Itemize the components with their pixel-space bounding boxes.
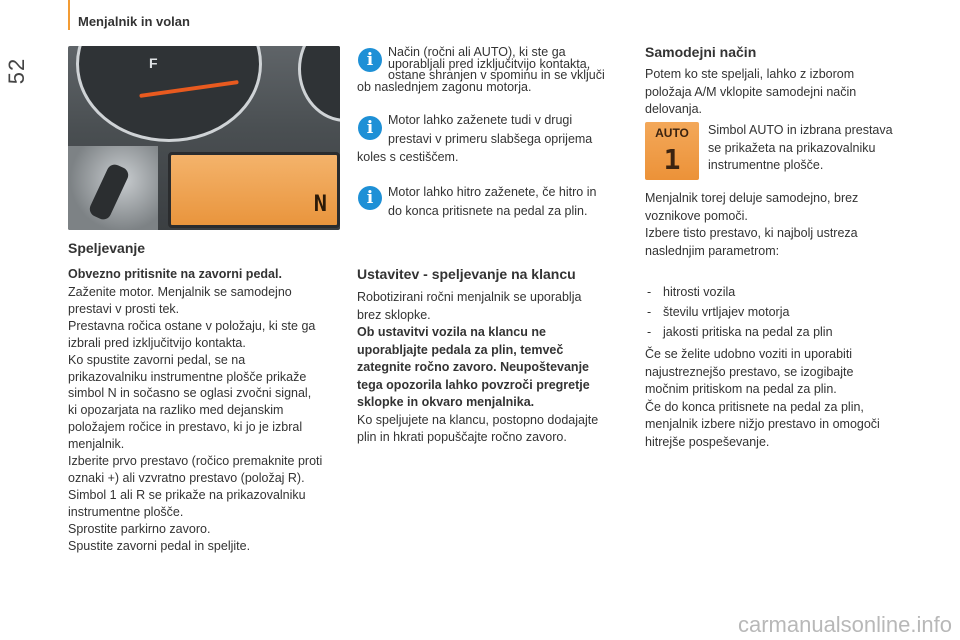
right-text-line: delovanja. (645, 102, 702, 116)
right-text-line: Menjalnik torej deluje samodejno, brez (645, 191, 859, 205)
warning-text-line: sklopke in okvaro menjalnika. (357, 395, 535, 409)
left-text-line: izbrali pred izključitvijo kontakta. (68, 335, 246, 350)
right-text-line: Potem ko ste speljali, lahko z izborom (645, 67, 855, 81)
right-text-line: hitrejše pospeševanje. (645, 434, 770, 449)
bullet-dash: - (647, 305, 652, 319)
left-text-line: simbol N in sočasno se oglasi zvočni signal, (68, 386, 312, 401)
bullet-dash: - (647, 325, 652, 339)
page-header-title: Menjalnik in volan (78, 14, 190, 29)
info-note-line: ob naslednjem zagonu motorja. (357, 79, 532, 94)
gauge-mark-f: F (149, 55, 158, 71)
gauge-needle (139, 80, 239, 98)
auto-symbol-box (645, 122, 699, 180)
heading-speljevanje: Speljevanje (68, 240, 146, 256)
bullet-item: številu vrtljajev motorja (663, 305, 790, 319)
warning-text-line: Ob ustavitvi vozila na klancu ne (357, 325, 546, 339)
middle-text-line: brez sklopke. (357, 307, 431, 322)
left-text-line: menjalnik. (68, 437, 125, 452)
page-number: 52 (4, 57, 30, 85)
heading-automatic-mode: Samodejni način (645, 44, 757, 60)
info-icon: i (358, 116, 382, 140)
right-text-line: instrumentne plošče. (708, 158, 824, 172)
right-text-line: Če do konca pritisnete na pedal za plin, (645, 399, 864, 414)
left-text-line: prestavi v prosti tek. (68, 301, 180, 316)
right-text-line: najustreznejšo prestavo, se izogibajte (645, 364, 854, 379)
bullet-item: hitrosti vozila (663, 285, 736, 299)
watermark: carmanualsonline.info (737, 612, 952, 637)
bullet-dash: - (647, 285, 652, 299)
right-text-line: Če se želite udobno voziti in uporabiti (645, 347, 853, 361)
fuel-gauge (76, 46, 262, 142)
left-text-line: Izberite prvo prestavo (ročico premaknite proti (68, 454, 323, 468)
left-text-line: Sprostite parkirno zavoro. (68, 521, 211, 536)
info-note-line: Motor lahko zaženete tudi v drugi (388, 113, 573, 127)
middle-text-line: Ko speljujete na klancu, postopno dodajajte (357, 412, 599, 427)
header-rule (68, 0, 70, 30)
right-text-line: menjalnik izbere nižjo prestavo in omogoči (645, 417, 880, 431)
auto-label: AUTO (655, 126, 689, 140)
bullet-item: jakosti pritiska na pedal za plin (663, 325, 833, 339)
auto-gear-digit: 1 (663, 143, 681, 176)
left-text-line: Ko spustite zavorni pedal, se na (68, 352, 246, 367)
info-note-line: ostane shranjen v spominu in se vključi (388, 68, 605, 82)
left-text-line: Prestavna ročica ostane v položaju, ki ste ga (68, 318, 316, 333)
middle-text-line: plin in hkrati popuščajte ročno zavoro. (357, 430, 567, 444)
left-text-line: prikazovalniku instrumentne plošče prikaže (68, 369, 307, 384)
left-text-line: oznaki +) ali vzvratno prestavo (položaj R). (68, 470, 305, 485)
left-text-line: ki opozarjata na razliko med dejanskim (68, 403, 284, 418)
right-text-line: močnim pritiskom na pedal za plin. (645, 382, 837, 396)
right-text-line: voznikove pomoči. (645, 208, 748, 223)
info-note-line: Motor lahko hitro zaženete, če hitro in (388, 185, 597, 199)
info-note-line: do konca pritisnete na pedal za plin. (388, 203, 588, 218)
right-text-line: se prikažeta na prikazovalniku (708, 140, 876, 155)
middle-text-line: Robotizirani ročni menjalnik se uporablja (357, 290, 582, 304)
info-icon: i (358, 186, 382, 210)
heading-hill-start: Ustavitev - speljevanje na klancu (357, 266, 576, 282)
info-note-line: prestavi v primeru slabšega oprijema (388, 131, 593, 146)
right-text-line: položaja A/M vklopite samodejni način (645, 84, 857, 99)
display-symbol-n: N (313, 192, 327, 217)
left-text-line: Spustite zavorni pedal in speljite. (68, 538, 251, 553)
left-intro-bold: Obvezno pritisnite na zavorni pedal. (68, 267, 282, 281)
dashboard-photo (68, 46, 340, 230)
right-text-line: naslednjim parametrom: (645, 243, 780, 258)
warning-text-line: tega opozorila lahko povzroči pregretje (357, 377, 590, 392)
left-text-line: instrumentne plošče. (68, 504, 184, 519)
warning-text-line: zategnite ročno zavoro. Neupoštevanje (357, 360, 589, 374)
right-text-line: Simbol AUTO in izbrana prestava (708, 123, 893, 137)
left-text-line: Simbol 1 ali R se prikaže na prikazovalniku (68, 487, 306, 502)
right-text-line: Izbere tisto prestavo, ki najbolj ustreza (645, 226, 858, 240)
info-note-line: Način (ročni ali AUTO), ki ste ga (388, 45, 566, 59)
warning-text-line: uporabljajte pedala za plin, temveč (357, 342, 564, 357)
instrument-display (168, 152, 340, 228)
left-text-line: položajem ročice in prestavo, ki jo je izbral (68, 420, 303, 435)
info-note-line: koles s cestiščem. (357, 150, 459, 164)
temp-gauge (298, 46, 340, 122)
info-note-line: uporabljali pred izključitvijo kontakta, (388, 56, 591, 71)
left-text-line: Zaženite motor. Menjalnik se samodejno (68, 285, 292, 299)
info-icon: i (358, 48, 382, 72)
